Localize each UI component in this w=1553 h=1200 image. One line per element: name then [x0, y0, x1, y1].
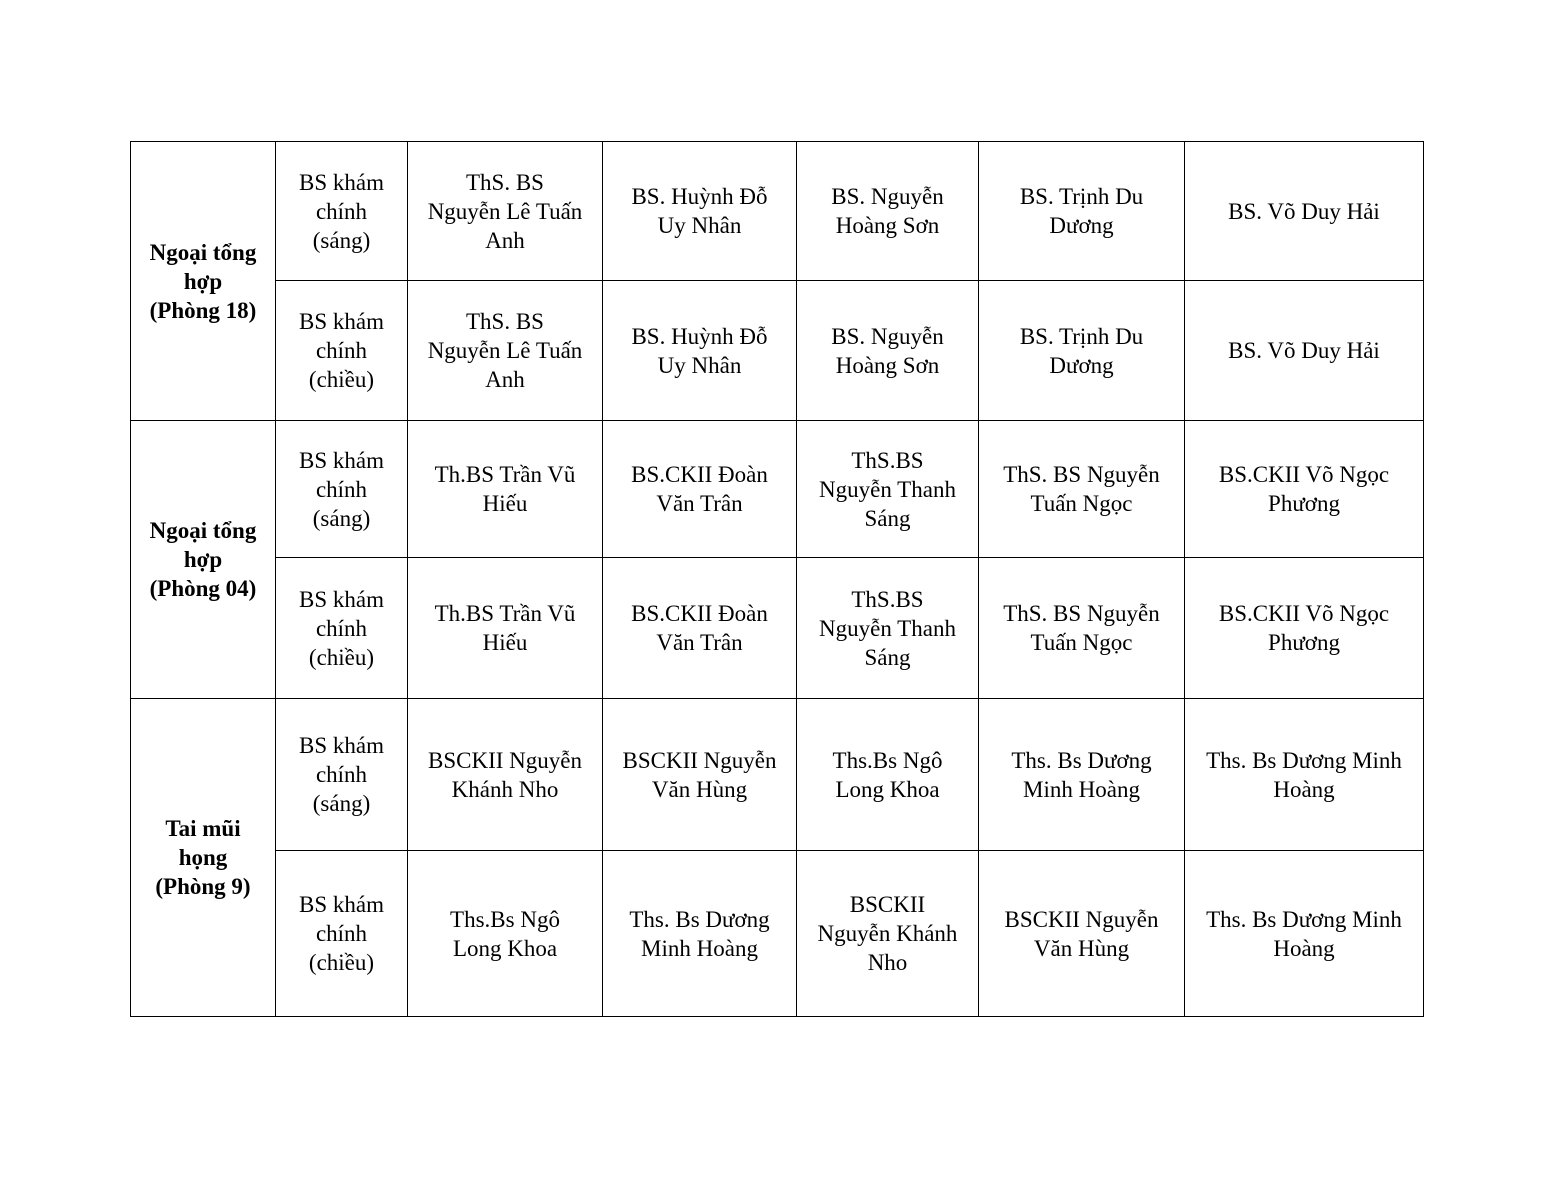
doctor-cell: ThS. BS Nguyễn Lê Tuấn Anh — [408, 281, 603, 421]
doctor-cell: BS.CKII Đoàn Văn Trân — [603, 558, 797, 699]
doctor-cell: Ths. Bs Dương Minh Hoàng — [603, 851, 797, 1017]
shift-label: BS khám chính (chiều) — [276, 851, 408, 1017]
shift-label: BS khám chính (chiều) — [276, 558, 408, 699]
shift-label: BS khám chính (sáng) — [276, 421, 408, 558]
doctor-cell: BS. Nguyễn Hoàng Sơn — [797, 281, 979, 421]
doctor-cell: ThS.BS Nguyễn Thanh Sáng — [797, 421, 979, 558]
doctor-cell: BS.CKII Đoàn Văn Trân — [603, 421, 797, 558]
doctor-cell: BSCKII Nguyễn Văn Hùng — [979, 851, 1185, 1017]
doctor-cell: Ths.Bs Ngô Long Khoa — [408, 851, 603, 1017]
table-row — [131, 142, 1424, 281]
doctor-cell: Ths. Bs Dương Minh Hoàng — [1185, 851, 1424, 1017]
table-row — [131, 421, 1424, 558]
shift-label: BS khám chính (sáng) — [276, 699, 408, 851]
department-name: Ngoại tổng hợp (Phòng 04) — [131, 421, 276, 699]
doctor-cell: BS. Võ Duy Hải — [1185, 142, 1424, 281]
doctor-cell: BS. Võ Duy Hải — [1185, 281, 1424, 421]
doctor-cell: Ths. Bs Dương Minh Hoàng — [979, 699, 1185, 851]
doctor-cell: ThS. BS Nguyễn Tuấn Ngọc — [979, 421, 1185, 558]
doctor-cell: ThS.BS Nguyễn Thanh Sáng — [797, 558, 979, 699]
doctor-cell: Th.BS Trần Vũ Hiếu — [408, 421, 603, 558]
department-name: Tai mũi họng (Phòng 9) — [131, 699, 276, 1017]
doctor-cell: BSCKII Nguyễn Văn Hùng — [603, 699, 797, 851]
doctor-cell: BSCKII Nguyễn Khánh Nho — [797, 851, 979, 1017]
doctor-cell: BS.CKII Võ Ngọc Phương — [1185, 421, 1424, 558]
duty-schedule-table — [130, 141, 1424, 1017]
doctor-cell: ThS. BS Nguyễn Lê Tuấn Anh — [408, 142, 603, 281]
table-row — [131, 851, 1424, 1017]
doctor-cell: BS.CKII Võ Ngọc Phương — [1185, 558, 1424, 699]
doctor-cell: ThS. BS Nguyễn Tuấn Ngọc — [979, 558, 1185, 699]
department-name: Ngoại tổng hợp (Phòng 18) — [131, 142, 276, 421]
table-row — [131, 699, 1424, 851]
table-row — [131, 558, 1424, 699]
shift-label: BS khám chính (chiều) — [276, 281, 408, 421]
doctor-cell: BS. Trịnh Du Dương — [979, 281, 1185, 421]
doctor-cell: Ths. Bs Dương Minh Hoàng — [1185, 699, 1424, 851]
doctor-cell: BS. Huỳnh Đỗ Uy Nhân — [603, 142, 797, 281]
doctor-cell: Th.BS Trần Vũ Hiếu — [408, 558, 603, 699]
doctor-cell: BS. Huỳnh Đỗ Uy Nhân — [603, 281, 797, 421]
doctor-cell: BS. Nguyễn Hoàng Sơn — [797, 142, 979, 281]
shift-label: BS khám chính (sáng) — [276, 142, 408, 281]
doctor-cell: BSCKII Nguyễn Khánh Nho — [408, 699, 603, 851]
table-row — [131, 281, 1424, 421]
doctor-cell: BS. Trịnh Du Dương — [979, 142, 1185, 281]
doctor-cell: Ths.Bs Ngô Long Khoa — [797, 699, 979, 851]
